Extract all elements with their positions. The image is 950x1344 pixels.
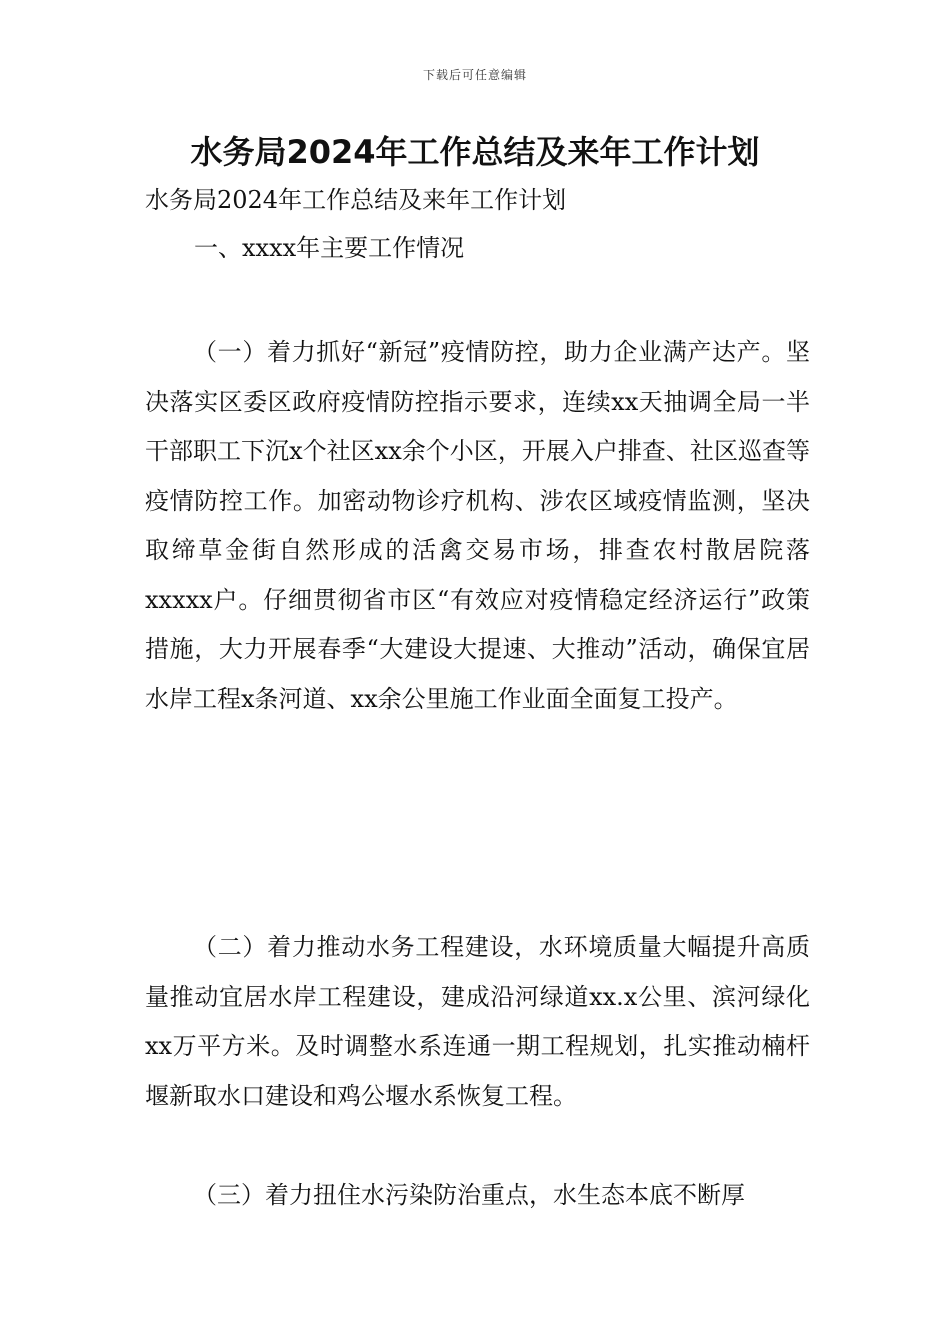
paragraph-water-engineering: （二）着力推动水务工程建设，水环境质量大幅提升高质量推动宜居水岸工程建设，建成沿河绿道xx.x公里、滨河绿化xx万平方米。及时调整水系连通一期工程规划，扎实推动楠杆堰新取水口建设和鸡公堰水系恢复工程。 — [145, 933, 810, 1110]
section-heading: 一、xxxx年主要工作情况 — [194, 234, 465, 262]
paragraph-epidemic-control: （一）着力抓好“新冠”疫情防控，助力企业满产达产。坚决落实区委区政府疫情防控指示要求，连续xx天抽调全局一半干部职工下沉x个社区xx余个小区，开展入户排查、社区巡查等疫情防控工作。加密动物诊疗机构、涉农区域疫情监测，坚决取缔草金街自然形成的活禽交易市场，排查农村散居院落xxxxx户。仔细贯彻省市区“有效应对疫情稳定经济运行”政策措施，大力开展春季“大建设大提速、大推动”活动，确保宜居水岸工程x条河道、xx余公里施工作业面全面复工投产。 — [145, 338, 810, 713]
document-title: 水务局2024年工作总结及来年工作计划 — [190, 133, 760, 171]
document-subtitle: 水务局2024年工作总结及来年工作计划 — [145, 186, 567, 214]
download-edit-note: 下载后可任意编辑 — [422, 68, 527, 82]
paragraph-pollution-control: （三）着力扭住水污染防治重点，水生态本底不断厚 — [193, 1181, 745, 1209]
